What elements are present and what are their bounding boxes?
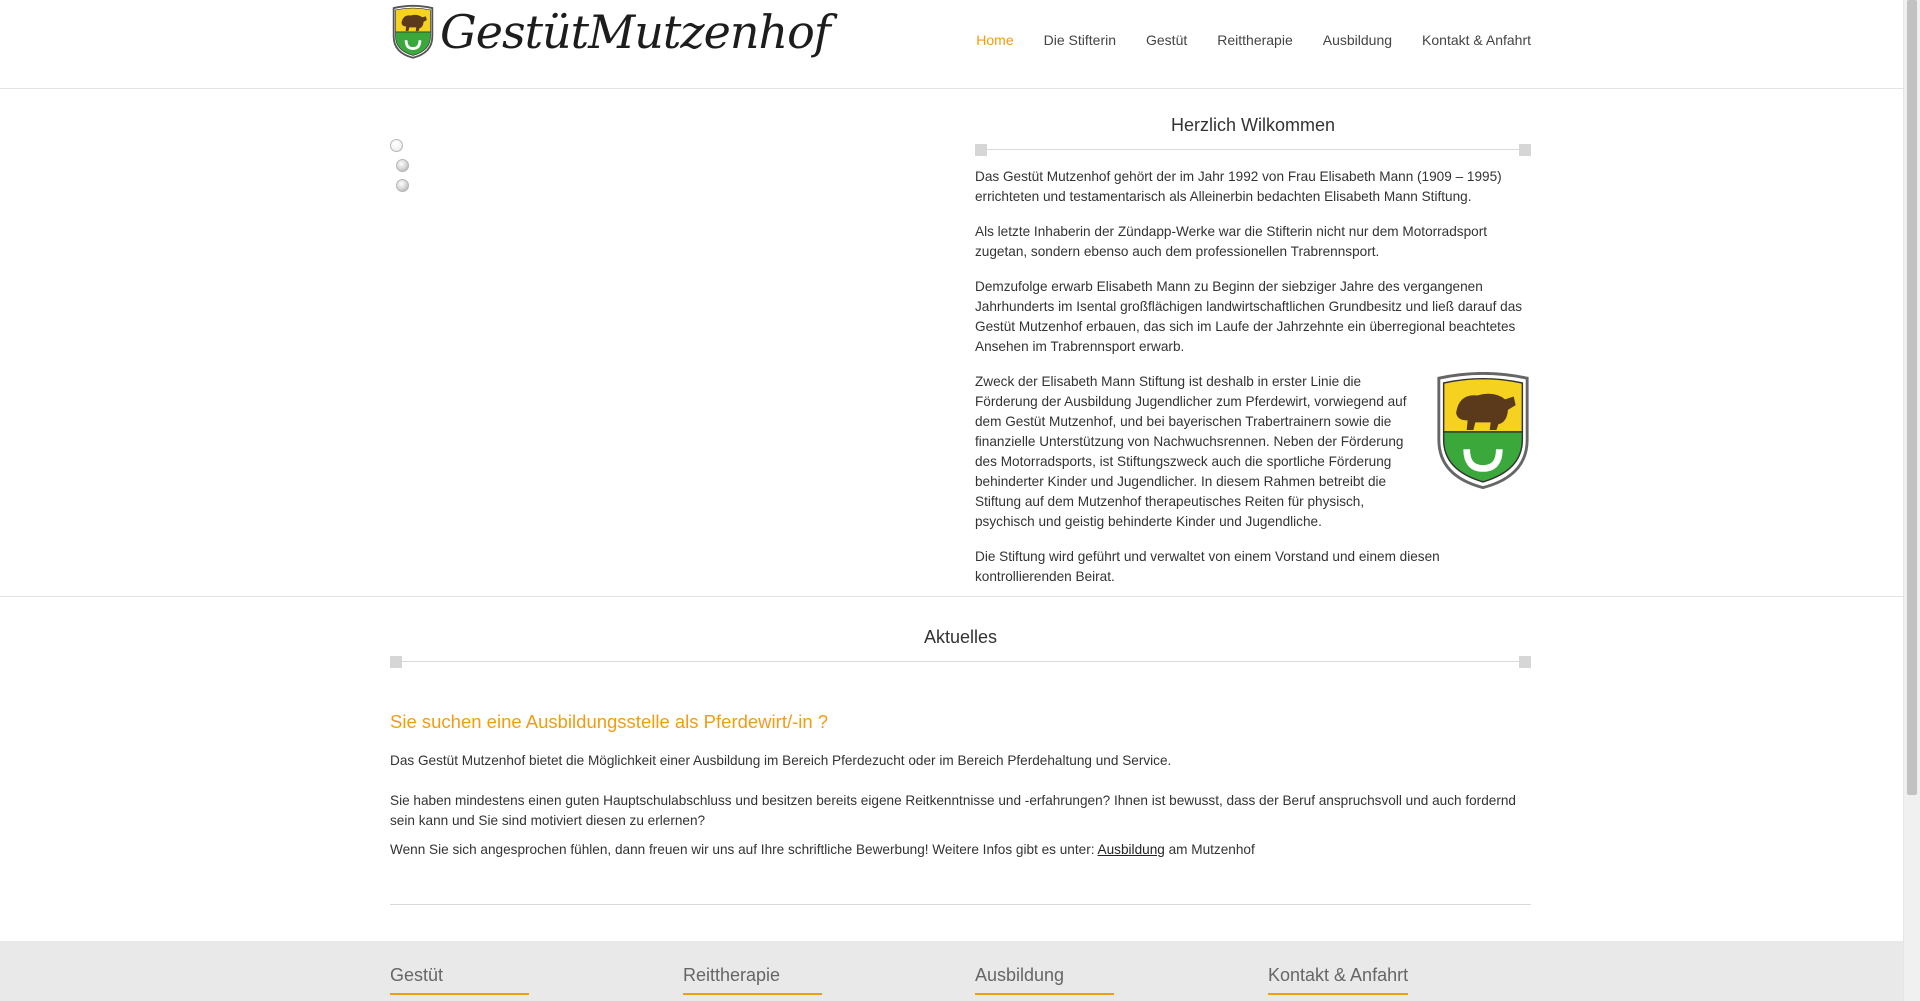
site-header [0, 0, 1903, 89]
news-section [390, 596, 1531, 905]
welcome-paragraph-1: Das Gestüt Mutzenhof gehört der im Jahr 1992 von Frau Elisabeth Mann (1909 – 1995) errichteten und testamentarisch als Alleinerbin bedachten Elisabeth Mann Stiftung. [975, 169, 1502, 204]
nav-reittherapie[interactable]: Reittherapie [1217, 32, 1293, 48]
main-nav [946, 32, 1531, 48]
paragraph-with-crest [975, 372, 1531, 532]
nav-die-stifterin[interactable]: Die Stifterin [1043, 32, 1116, 48]
welcome-paragraph-3: Demzufolge erwarb Elisabeth Mann zu Beginn der siebziger Jahre des vergangenen Jahrhunderts im Isental großflächigen landwirtschaftlichen Grundbesitz und ließ darauf das Gestüt Mutzenhof erbauen, das sich im Laufe der Jahrzehnte ein überregional beachtetes Ansehen im Trabrennsport erwarb. [975, 279, 1523, 354]
footer-column-reittherapie [683, 965, 822, 995]
news-heading: Sie suchen eine Ausbildungsstelle als Pferdewirt/-in ? [390, 711, 829, 732]
nav-home[interactable]: Home [976, 32, 1014, 48]
nav-kontakt-anfahrt[interactable]: Kontakt & Anfahrt [1422, 32, 1531, 48]
slider-dot-1[interactable] [390, 139, 403, 152]
site-footer [0, 941, 1903, 1001]
footer-column-kontakt [1268, 965, 1408, 995]
news-paragraph-2: Sie haben mindestens einen guten Hauptschulabschluss und besitzen bereits eigene Reitkenntnisse und -erfahrungen? Ihnen ist bewusst, dass der Beruf anspruchsvoll und auch fordernd sein kann und Sie sind motiviert diesen zu erlernen? [390, 793, 1516, 828]
nav-ausbildung[interactable]: Ausbildung [1322, 32, 1393, 48]
footer-column-gestuet [390, 965, 529, 995]
scrollbar-thumb[interactable] [1907, 0, 1917, 795]
slider-dot-3[interactable] [396, 179, 409, 192]
slider-dot-2[interactable] [396, 159, 409, 172]
welcome-content [975, 89, 1531, 602]
bear-crest-icon [1435, 372, 1531, 490]
ausbildung-link[interactable]: Ausbildung [1097, 842, 1165, 857]
welcome-section [0, 89, 1903, 597]
news-paragraph-1: Das Gestüt Mutzenhof bietet die Möglichkeit einer Ausbildung im Bereich Pferdezucht oder im Bereich Pferdehaltung und Service. [390, 753, 1172, 768]
welcome-title: Herzlich Wilkommen [1170, 115, 1336, 135]
site-logo[interactable] [390, 0, 830, 64]
footer-heading: Reittherapie [683, 965, 822, 995]
nav-gestuet[interactable]: Gestüt [1146, 32, 1188, 48]
page-scrollbar[interactable] [1903, 0, 1920, 1001]
logo-wordmark: GestütMutzenhof [440, 5, 830, 59]
welcome-paragraph-4: Zweck der Elisabeth Mann Stiftung ist deshalb in erster Linie die Förderung der Ausbildung Jugendlicher zum Pferdewirt, vorwiegend auf dem Gestüt Mutzenhof, und bei bayerischen Trabertrainern sowie die finanzielle Unterstützung von Nachwuchsrennen. Neben der Förderung des Motorradsports, ist Stiftungszweck auch die sportliche Förderung behinderter Kinder und Jugendlicher. In diesem Rahmen betreibt die Stiftung auf dem Mutzenhof therapeutisches Reiten für physisch, psychisch und geistig behinderte Kinder und Jugendliche. [975, 374, 1407, 529]
footer-column-ausbildung [975, 965, 1114, 995]
slider-pagination [390, 139, 420, 199]
news-paragraph-3: Wenn Sie sich angesprochen fühlen, dann freuen wir uns auf Ihre schriftliche Bewerbung! Weitere Infos gibt es unter: Ausbildung am Mutzenhof [390, 842, 1255, 857]
footer-heading: Kontakt & Anfahrt [1268, 965, 1408, 995]
welcome-paragraph-5: Die Stiftung wird geführt und verwaltet von einem Vorstand und einem diesen kontrollierenden Beirat. [975, 549, 1440, 584]
bear-crest-icon [390, 3, 436, 61]
footer-heading: Gestüt [390, 965, 529, 995]
title-divider [975, 144, 1531, 156]
news-title: Aktuelles [923, 627, 998, 647]
welcome-paragraph-2: Als letzte Inhaberin der Zündapp-Werke war die Stifterin nicht nur dem Motorradsport zugetan, sondern ebenso auch dem professionellen Trabrennsport. [975, 224, 1488, 259]
footer-heading: Ausbildung [975, 965, 1114, 995]
title-divider [390, 656, 1531, 668]
